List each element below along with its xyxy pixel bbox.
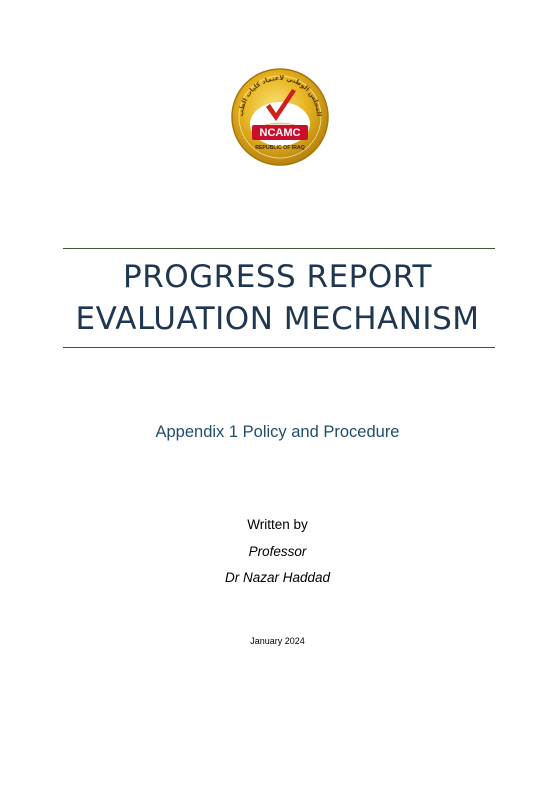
document-date: January 2024 — [250, 636, 305, 646]
author-name: Dr Nazar Haddad — [224, 570, 331, 585]
page-title-line2: EVALUATION MECHANISM — [75, 301, 480, 337]
ncamc-logo — [230, 67, 330, 167]
logo-country: REPUBLIC OF IRAQ — [255, 145, 305, 151]
title-rule-top — [63, 248, 495, 249]
logo-arabic-text: المجلس الوطني لاعتماد كليات الطب — [236, 73, 324, 117]
logo-acronym: NCAMC — [259, 127, 301, 139]
page-title-line1: PROGRESS REPORT — [123, 259, 432, 295]
subtitle: Appendix 1 Policy and Procedure — [155, 423, 400, 441]
written-by-label: Written by — [247, 517, 308, 532]
title-rule-bottom — [63, 347, 495, 348]
author-title: Professor — [248, 544, 307, 559]
